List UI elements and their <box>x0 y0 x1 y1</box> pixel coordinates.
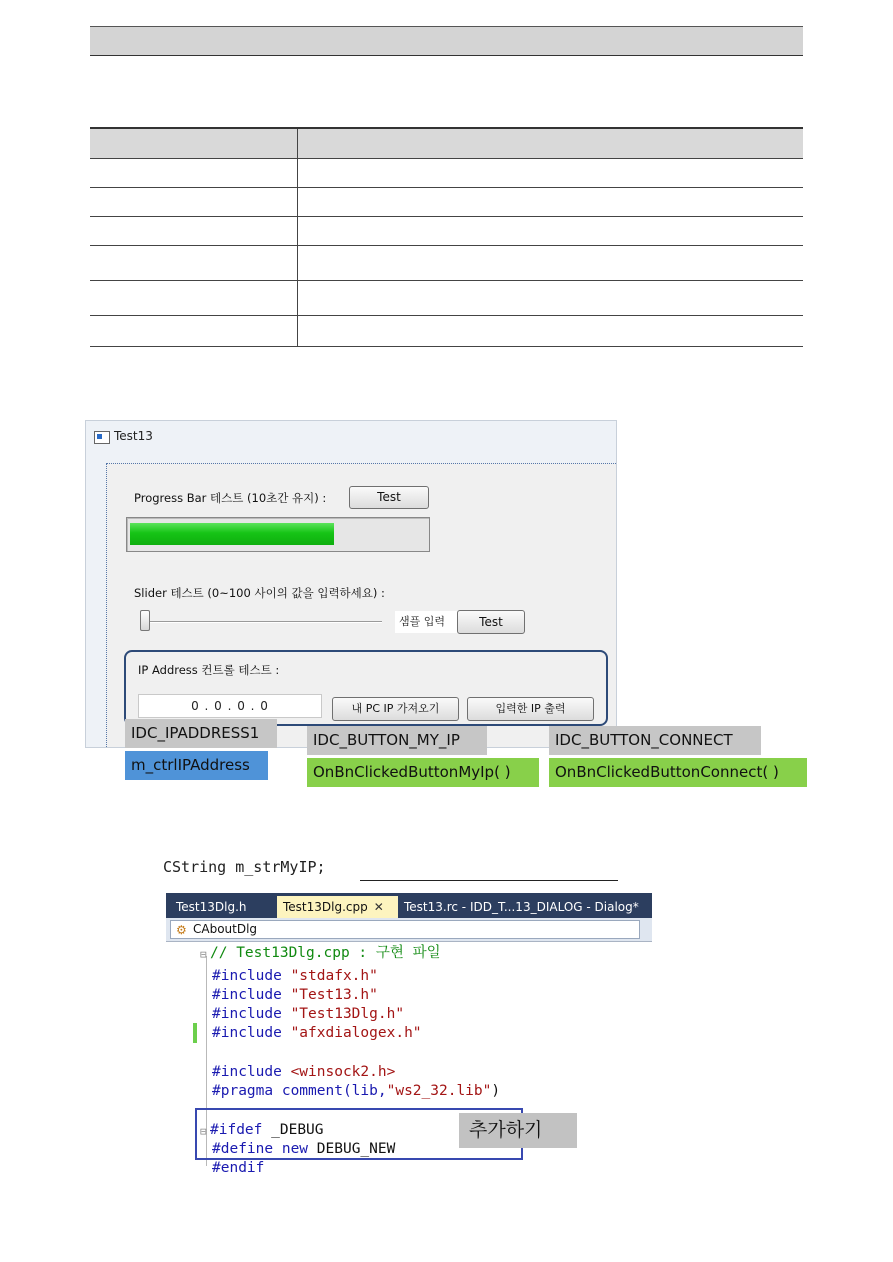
table-row <box>90 246 803 281</box>
code-line: #include "afxdialogex.h" <box>212 1025 422 1041</box>
ide-editor <box>166 893 652 1179</box>
get-my-ip-button[interactable]: 내 PC IP 가져오기 <box>332 697 459 721</box>
code-line: // Test13Dlg.cpp : 구현 파일 <box>210 945 441 961</box>
table-row <box>90 217 803 246</box>
close-icon[interactable]: ✕ <box>373 900 384 914</box>
table-header-row <box>90 128 803 159</box>
tab-label: Test13Dlg.cpp <box>283 900 368 914</box>
slider-label: Slider 테스트 (0~100 사이의 값을 입력하세요) : <box>134 586 385 600</box>
ipaddress-var-tag: m_ctrlIPAddress <box>125 751 268 780</box>
table-row <box>90 159 803 188</box>
slider-track[interactable] <box>140 621 382 623</box>
code-line: #include "Test13.h" <box>212 987 378 1003</box>
code-line: #define new DEBUG_NEW <box>212 1141 396 1157</box>
button-my-ip-id-tag: IDC_BUTTON_MY_IP <box>307 726 487 755</box>
table-row <box>90 281 803 316</box>
class-navigation-bar <box>166 918 652 942</box>
class-icon: ⚙ <box>176 923 187 937</box>
tab-test13dlg-h[interactable]: Test13Dlg.h <box>176 900 247 914</box>
code-line: #ifdef _DEBUG <box>210 1122 324 1138</box>
slider-test-button[interactable]: Test <box>457 610 525 634</box>
table-row <box>90 316 803 347</box>
button-connect-id-tag: IDC_BUTTON_CONNECT <box>549 726 761 755</box>
code-line: #include "Test13Dlg.h" <box>212 1006 405 1022</box>
progress-bar <box>126 517 430 552</box>
fold-collapse-icon[interactable]: ⊟ <box>200 1125 207 1138</box>
progress-test-button[interactable]: Test <box>349 486 429 509</box>
code-line: #include <winsock2.h> <box>212 1064 396 1080</box>
dialog-titlebar <box>86 421 616 455</box>
underline-divider <box>360 880 618 881</box>
code-line: #pragma comment(lib,"ws2_32.lib") <box>212 1083 501 1099</box>
class-combo-value: CAboutDlg <box>193 922 258 936</box>
code-area[interactable] <box>166 944 652 1179</box>
progress-bar-fill <box>130 523 334 545</box>
dialog-title: Test13 <box>114 429 153 443</box>
spec-table <box>90 127 803 347</box>
fold-collapse-icon[interactable]: ⊟ <box>200 948 207 961</box>
section-header-bar <box>90 26 803 56</box>
editor-tab-bar <box>166 893 652 918</box>
tab-test13dlg-cpp[interactable] <box>277 896 398 918</box>
slider-thumb[interactable] <box>140 610 150 631</box>
app-window-icon <box>94 431 110 444</box>
ip-group-title: IP Address 컨트롤 테스트 : <box>138 663 280 677</box>
code-line: #include "stdafx.h" <box>212 968 378 984</box>
class-combo[interactable] <box>170 920 640 939</box>
dialog-window <box>85 420 617 748</box>
button-my-ip-handler-tag: OnBnClickedButtonMyIp( ) <box>307 758 539 787</box>
progress-label: Progress Bar 테스트 (10초간 유지) : <box>134 491 327 505</box>
code-line: #endif <box>212 1160 265 1176</box>
ipaddress-id-tag: IDC_IPADDRESS1 <box>125 719 277 748</box>
ip-address-control[interactable]: 0 . 0 . 0 . 0 <box>138 694 322 718</box>
slider-value-input[interactable]: 샘플 입력 <box>395 611 457 633</box>
add-callout-label: 추가하기 <box>459 1113 577 1148</box>
change-indicator <box>193 1023 197 1043</box>
member-declaration: CString m_strMyIP; <box>163 858 326 876</box>
tab-test13-rc[interactable]: Test13.rc - IDD_T...13_DIALOG - Dialog* <box>404 900 639 914</box>
table-row <box>90 188 803 217</box>
print-ip-button[interactable]: 입력한 IP 출력 <box>467 697 594 721</box>
button-connect-handler-tag: OnBnClickedButtonConnect( ) <box>549 758 807 787</box>
